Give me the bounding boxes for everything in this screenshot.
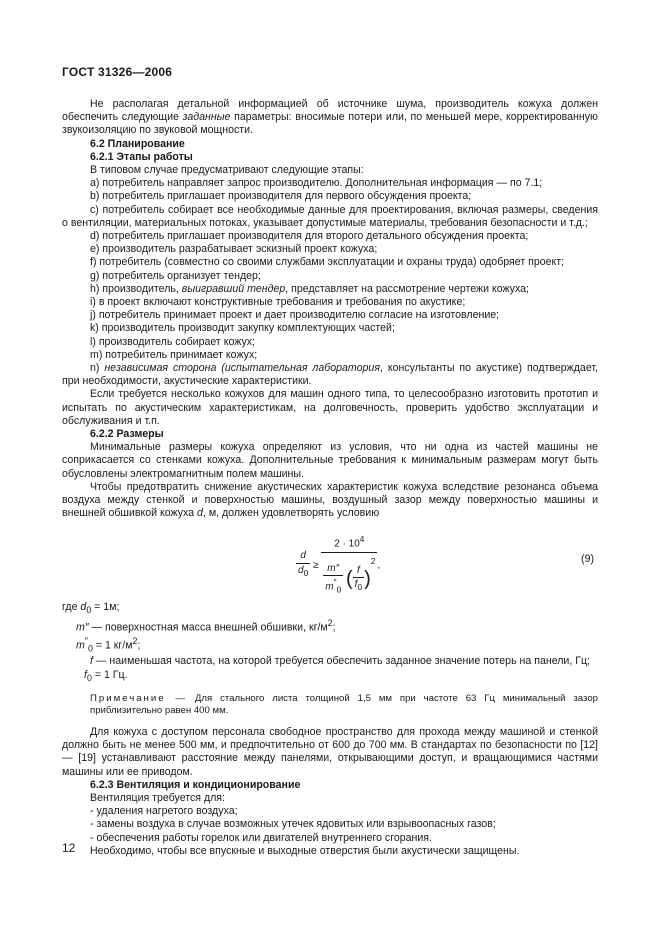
note-label: Примечание —: [90, 692, 188, 704]
def-m0-sup2: 2: [132, 635, 138, 646]
rhs-num-exp: 4: [359, 533, 365, 544]
def-m0-var: m: [76, 639, 85, 652]
def-m: [62, 617, 598, 635]
mass-ratio-den-sup: ″: [333, 577, 337, 588]
rhs-fraction: [321, 533, 377, 597]
step-g: g) потребитель организует тендер;: [90, 269, 261, 282]
step-i: i) в проект включают конструктивные требования и требования по акустике;: [90, 296, 466, 309]
def-m0-text: = 1 кг/м: [92, 639, 133, 652]
vent-item-2: - замены воздуха в случае возможных утечек ядовитых или взрывоопасных газов;: [90, 818, 496, 831]
freq-ratio-den-var: f: [354, 579, 358, 591]
step-j: j) потребитель принимает проект и дает производителю согласие на изготовление;: [90, 309, 500, 322]
vent-item-1: - удаления нагретого воздуха;: [90, 805, 238, 818]
step-h: [62, 283, 598, 296]
step-m: m) потребитель принимает кожух;: [90, 348, 258, 361]
page-number: 12: [62, 841, 76, 855]
def-m0-end: ;: [137, 639, 141, 652]
access-paragraph: Для кожуха с доступом персонала свободное пространство для прохода между машиной и стенкой должно быть не менее 500 мм, и предпочтительно от 600 до 700 мм. В стандартах по безопасности по [12] — [19] устанавливают расстояние между панелями, открывающими доступ, и вращающимися частями машины или ее приводом.: [62, 725, 598, 778]
step-l: l) производитель собирает кожух;: [90, 335, 255, 348]
geq-sign: ≥: [312, 559, 319, 571]
intro-text: Не располагая детальной информацией об источнике шума, производитель кожуха должен обеспечить следующие: [62, 98, 598, 124]
min-sizes-paragraph: Минимальные размеры кожуха определяют из условия, что ни одна из частей машины не соприкасается со стенками кожуха. Дополнительные требования к минимальным размерам могут быть обусловлены электромагнитным полем машины.: [62, 441, 598, 480]
def-f: [62, 655, 598, 668]
step-k: k) производитель производит закупку комплектующих частей;: [90, 322, 395, 335]
vent-item-3: - обеспечения работы горелок или двигателей внутреннего сгорания.: [90, 831, 432, 844]
step-h-text-end: , представляет на рассмотрение чертежи кожуха;: [285, 282, 529, 295]
rhs-num-const: 2 · 10: [334, 537, 360, 549]
rhs-numerator: [321, 533, 377, 554]
def-m-var: m″: [76, 621, 89, 634]
def-m-sup: 2: [327, 617, 333, 628]
def-f0: [62, 669, 598, 685]
step-e: e) производитель разрабатывает эскизный проект кожуха;: [90, 243, 378, 256]
lhs-fraction: [296, 549, 310, 579]
note-text: Для стального листа толщиной 1,5 мм при частоте 63 Гц минимальный зазор приблизительно равен 400 мм.: [90, 692, 598, 717]
formula-expression: [296, 533, 380, 597]
rhs-denominator: [321, 553, 377, 597]
paren-close: ): [364, 567, 371, 590]
def-f0-sub: 0: [86, 672, 92, 683]
typical-paragraph: В типовом случае предусматривают следующие этапы:: [90, 164, 364, 177]
step-n-text-end: , консультанты по акустике) подтверждает, при необходимости, акустические характеристики.: [62, 362, 598, 388]
page-content: [62, 98, 598, 858]
intro-text-end: параметры: вносимые потери или, по меньшей мере, корректированную звукоизоляцию по звуковой мощности.: [62, 111, 598, 137]
def-m-end: ;: [332, 621, 336, 634]
section-heading-6-2-1: 6.2.1 Этапы работы: [90, 150, 193, 163]
resonance-text-end: , м, должен удовлетворять условию: [202, 507, 380, 520]
lhs-numerator: d: [296, 549, 310, 563]
def-d0-var: d: [80, 600, 87, 613]
mass-ratio-num: m″: [323, 562, 343, 576]
note: [62, 693, 598, 718]
resonance-variable: d: [197, 507, 203, 520]
paren-open: (: [345, 567, 353, 590]
step-a: а) потребитель направляет запрос производителю. Дополнительная информация — по 7.1;: [90, 177, 543, 190]
def-m0: [62, 635, 598, 656]
step-n-emphasis: независимая сторона (испытательная лаборатория: [104, 362, 380, 375]
document-header: ГОСТ 31326—2006: [62, 65, 173, 79]
freq-ratio: [353, 564, 364, 594]
def-f-text: — наименьшая частота, на которой требуется обеспечить заданное значение потерь на панели, Гц;: [92, 655, 590, 668]
lhs-denominator: [296, 564, 310, 580]
square-exponent: 2: [370, 556, 376, 567]
def-f-var: f: [90, 655, 93, 668]
lhs-den-var: d: [298, 564, 304, 576]
intro-emphasis: заданные: [182, 111, 231, 124]
freq-ratio-den-sub: 0: [357, 582, 363, 593]
step-h-text: h) производитель,: [90, 282, 182, 295]
step-h-emphasis: выигравший тендер: [181, 282, 286, 295]
step-c: c) потребитель собирает все необходимые данные для проектирования, включая размеры, сведения о вентиляции, материальных потоках, указывает допустимые материалы, требования безопасности и т.д.;: [62, 203, 598, 229]
def-where: где: [62, 600, 81, 613]
formula-9: [62, 529, 598, 595]
mass-ratio-den-var: m: [325, 581, 334, 593]
mass-ratio-den: [323, 576, 343, 597]
intro-paragraph: [62, 98, 598, 138]
vent-end: Необходимо, чтобы все впускные и выходные отверстия были акустически защищены.: [90, 844, 520, 857]
formula-comma: ,: [377, 559, 381, 571]
def-f0-var: f: [84, 668, 87, 681]
def-f0-text: = 1 Гц.: [91, 668, 128, 681]
mass-ratio-den-sub: 0: [336, 584, 342, 595]
section-heading-6-2-2: 6.2.2 Размеры: [90, 428, 164, 441]
freq-ratio-num: f: [353, 564, 364, 578]
def-d0-sub: 0: [86, 604, 92, 615]
step-n-text: n): [90, 362, 105, 375]
step-b: b) потребитель приглашает производителя для первого обсуждения проекта;: [90, 190, 472, 203]
section-heading-6-2-3: 6.2.3 Вентиляция и кондиционирование: [90, 778, 301, 791]
mass-ratio: [323, 562, 343, 597]
def-m-text: — поверхностная масса внешней обшивки, кг/м: [88, 621, 328, 634]
formula-number: (9): [581, 552, 594, 565]
step-n: [62, 362, 598, 388]
step-d: d) потребитель приглашает производителя для второго детального обсуждения проекта;: [90, 230, 529, 243]
lhs-den-sub: 0: [303, 567, 309, 578]
definitions: [62, 601, 598, 685]
resonance-text: Чтобы предотвратить снижение акустических характеристик кожуха вследствие резонанса объема воздуха между стенкой и поверхностью машины, воздушный зазор между поверхностью машины и внешней обшивкой кожуха: [62, 480, 598, 520]
def-d0-text: = 1м;: [91, 600, 120, 613]
step-f: f) потребитель (совместно со своими службами эксплуатации и охраны труда) одобряет проект;: [90, 256, 565, 269]
freq-ratio-den: [353, 578, 364, 594]
multi-paragraph: Если требуется несколько кожухов для машин одного типа, то целесообразно изготовить прототип и испытать по акустическим характеристикам, на долговечность, проверить удобство эксплуатации и обслуживания и т.п.: [62, 388, 598, 427]
def-m0-sup: ″: [84, 635, 88, 646]
vent-intro: Вентиляция требуется для:: [90, 791, 225, 804]
section-heading-6-2: 6.2 Планирование: [90, 137, 185, 150]
def-m0-sub: 0: [87, 643, 93, 654]
def-d0: [62, 601, 598, 617]
resonance-paragraph: [62, 481, 598, 521]
